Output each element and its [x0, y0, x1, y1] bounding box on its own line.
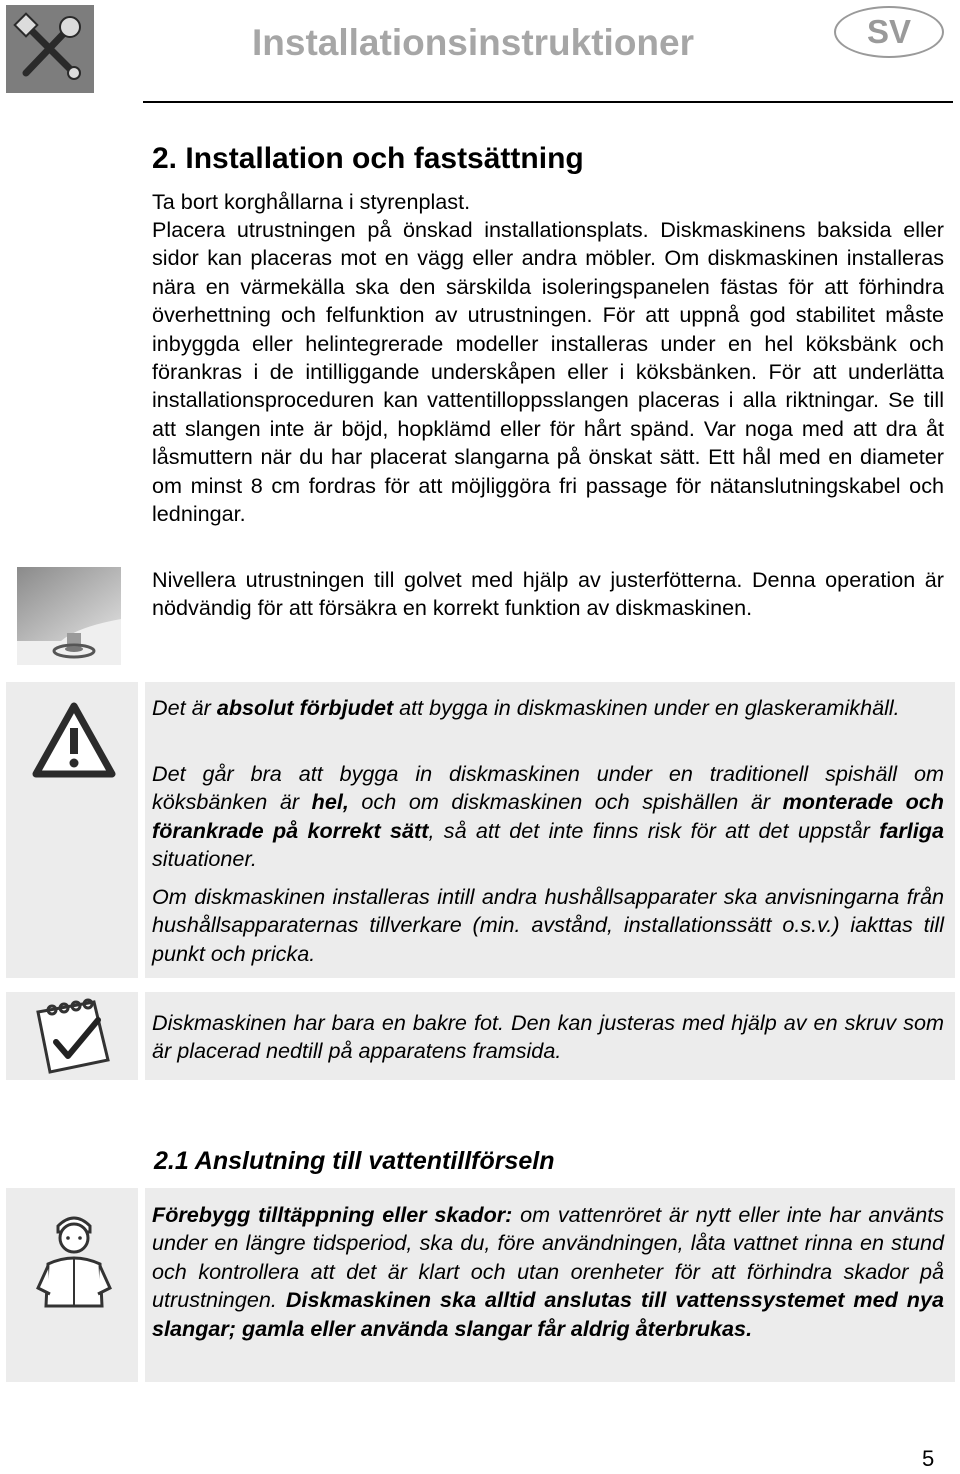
water-connection-text: Förebygg tilltäppning eller skador: om vattenröret är nytt eller inte har använts under en längre tidsperiod, ska du, före användningen, låta vattnet rinna en stund och kontrollera att det är klart och utan orenheter för att förhindra skador på utrustningen. Diskmaskinen ska alltid anslutas till vattenssystemet med nya slangar; gamla eller använda slangar får aldrig återbrukas.	[152, 1202, 945, 1341]
technician-icon-panel	[6, 1188, 138, 1382]
header-divider	[143, 101, 953, 103]
paragraph-leveling: Nivellera utrustningen till golvet med hjälp av justerfötterna. Denna operation är nödvändig för att försäkra en korrekt funktion av diskmaskinen.	[152, 567, 944, 621]
warning-text-3: Om diskmaskinen installeras intill andra hushållsapparater ska anvisningarna från hushållsapparaternas tillverkare (min. avstånd, installationssätt o.s.v.) iakttas till punkt och pricka.	[152, 884, 944, 966]
leveling-foot-icon	[17, 567, 121, 665]
subsection-heading: 2.1 Anslutning till vattentillförseln	[154, 1147, 555, 1175]
warning-text-1: Det är absolut förbjudet att bygga in diskmaskinen under en glaskeramikhäll.	[152, 695, 900, 720]
technician-icon	[32, 1208, 116, 1313]
notepad-check-icon	[28, 998, 120, 1081]
page-number: 5	[922, 1446, 935, 1471]
note-icon-panel	[6, 992, 138, 1080]
language-badge: SV	[834, 6, 944, 58]
warning-text-2: Det går bra att bygga in diskmaskinen under en traditionell spishäll om köksbänken är hel, och om diskmaskinen och spishällen är monterade och förankrade på korrekt sätt, så att det inte finns risk för att det uppstår farliga situationer.	[152, 761, 945, 872]
paragraph-remove-holders: Ta bort korghållarna i styrenplast.	[152, 189, 471, 214]
note-text: Diskmaskinen har bara en bakre fot. Den kan justeras med hjälp av en skruv som är placerad nedtill på apparatens framsida.	[152, 1010, 944, 1064]
page-header-title: Installationsinstruktioner	[252, 22, 695, 63]
section-heading: 2. Installation och fastsättning	[152, 142, 584, 175]
warning-icon	[32, 702, 116, 783]
tools-icon	[6, 5, 94, 93]
paragraph-placement: Placera utrustningen på önskad installationsplats. Diskmaskinens baksida eller sidor kan placeras mot en vägg eller andra möbler. Om diskmaskinen installeras nära en värmekälla ska den särskilda isoleringspanelen fästas för att förhindra överhettning och felfunktion av utrustningen. För att uppnå god stabilitet måste inbyggda eller helintegrerade modeller installeras under en hel köksbänk och förankras i de intilliggande underskåpen eller i köksbänken. För att underlätta installationsproceduren kan vattentilloppsslangen placeras i alla riktningar. Se till att slangen inte är böjd, hopklämd eller för hårt spänd. Var noga med att dra åt låsmuttern när du har placerat slangarna på önskat sätt. Ett hål med en diameter om minst 8 cm fordras för att möjliggöra fri passage för nätanslutningskabel och ledningar.	[152, 217, 944, 527]
warning-icon-panel	[6, 682, 138, 978]
